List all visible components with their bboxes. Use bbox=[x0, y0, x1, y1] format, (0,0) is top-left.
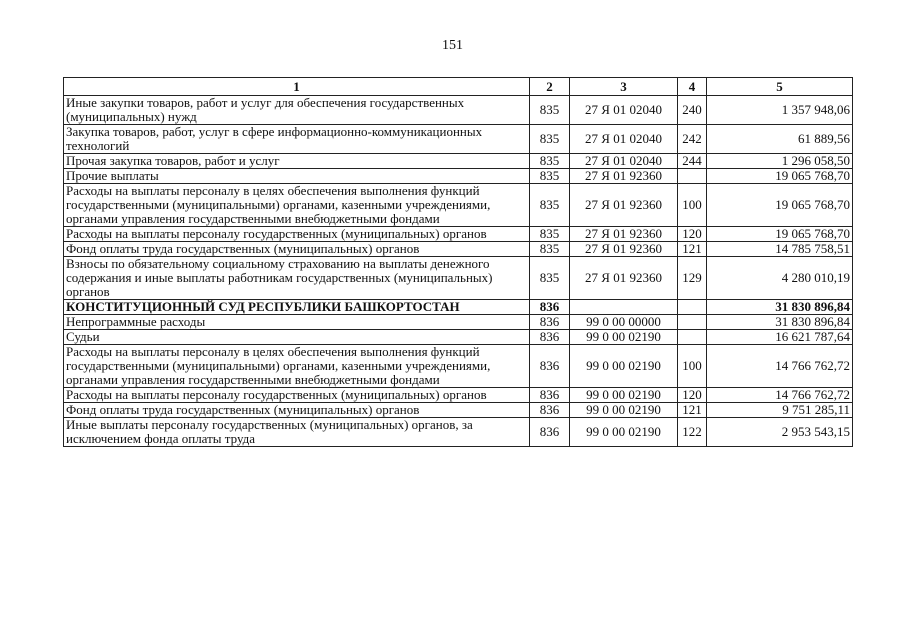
row-code-cell: 835 bbox=[530, 169, 570, 184]
row-name-cell: Иные выплаты персоналу государственных (муниципальных) органов, за исключением фонда оплаты труда bbox=[64, 418, 530, 447]
table-row bbox=[64, 227, 853, 242]
row-name-cell: Расходы на выплаты персоналу государственных (муниципальных) органов bbox=[64, 227, 530, 242]
row-code-cell: 836 bbox=[530, 418, 570, 447]
table-row bbox=[64, 345, 853, 388]
row-target-cell: 27 Я 01 02040 bbox=[570, 125, 678, 154]
row-amount-cell: 14 766 762,72 bbox=[707, 345, 853, 388]
table-row bbox=[64, 403, 853, 418]
budget-table bbox=[63, 77, 853, 447]
row-code-cell: 835 bbox=[530, 257, 570, 300]
row-code-cell: 835 bbox=[530, 125, 570, 154]
row-type-cell bbox=[678, 315, 707, 330]
row-target-cell: 99 0 00 02190 bbox=[570, 330, 678, 345]
row-name-cell: Прочая закупка товаров, работ и услуг bbox=[64, 154, 530, 169]
row-amount-cell: 19 065 768,70 bbox=[707, 184, 853, 227]
row-code-cell: 836 bbox=[530, 403, 570, 418]
row-amount-cell: 31 830 896,84 bbox=[707, 300, 853, 315]
row-target-cell: 99 0 00 02190 bbox=[570, 345, 678, 388]
row-target-cell: 27 Я 01 02040 bbox=[570, 96, 678, 125]
row-type-cell: 100 bbox=[678, 345, 707, 388]
row-amount-cell: 9 751 285,11 bbox=[707, 403, 853, 418]
row-amount-cell: 31 830 896,84 bbox=[707, 315, 853, 330]
header-col-4: 4 bbox=[678, 78, 707, 96]
row-code-cell: 836 bbox=[530, 315, 570, 330]
table-row bbox=[64, 388, 853, 403]
table-row bbox=[64, 242, 853, 257]
row-type-cell: 129 bbox=[678, 257, 707, 300]
row-amount-cell: 19 065 768,70 bbox=[707, 169, 853, 184]
row-amount-cell: 14 766 762,72 bbox=[707, 388, 853, 403]
row-code-cell: 835 bbox=[530, 154, 570, 169]
row-amount-cell: 14 785 758,51 bbox=[707, 242, 853, 257]
table-row bbox=[64, 125, 853, 154]
header-col-2: 2 bbox=[530, 78, 570, 96]
row-name-cell: Закупка товаров, работ, услуг в сфере информационно-коммуникационных технологий bbox=[64, 125, 530, 154]
header-col-1: 1 bbox=[64, 78, 530, 96]
row-target-cell: 27 Я 01 92360 bbox=[570, 184, 678, 227]
row-type-cell: 244 bbox=[678, 154, 707, 169]
row-amount-cell: 4 280 010,19 bbox=[707, 257, 853, 300]
row-target-cell: 99 0 00 00000 bbox=[570, 315, 678, 330]
row-name-cell: КОНСТИТУЦИОННЫЙ СУД РЕСПУБЛИКИ БАШКОРТОСТАН bbox=[64, 300, 530, 315]
row-code-cell: 835 bbox=[530, 96, 570, 125]
row-code-cell: 836 bbox=[530, 388, 570, 403]
row-name-cell: Судьи bbox=[64, 330, 530, 345]
row-type-cell bbox=[678, 169, 707, 184]
row-amount-cell: 19 065 768,70 bbox=[707, 227, 853, 242]
row-target-cell: 99 0 00 02190 bbox=[570, 403, 678, 418]
row-name-cell: Расходы на выплаты персоналу в целях обеспечения выполнения функций государственными (муниципальными) органами, казенными учреждениями, органами управления государственными внебюджетными фондами bbox=[64, 345, 530, 388]
table-row bbox=[64, 300, 853, 315]
row-code-cell: 835 bbox=[530, 242, 570, 257]
row-type-cell: 121 bbox=[678, 242, 707, 257]
row-name-cell: Прочие выплаты bbox=[64, 169, 530, 184]
row-code-cell: 835 bbox=[530, 227, 570, 242]
row-type-cell bbox=[678, 330, 707, 345]
page-number: 151 bbox=[442, 38, 463, 53]
row-name-cell: Фонд оплаты труда государственных (муниципальных) органов bbox=[64, 242, 530, 257]
row-name-cell: Фонд оплаты труда государственных (муниципальных) органов bbox=[64, 403, 530, 418]
row-target-cell: 27 Я 01 92360 bbox=[570, 242, 678, 257]
row-amount-cell: 16 621 787,64 bbox=[707, 330, 853, 345]
row-amount-cell: 61 889,56 bbox=[707, 125, 853, 154]
header-col-3: 3 bbox=[570, 78, 678, 96]
row-target-cell: 27 Я 01 92360 bbox=[570, 227, 678, 242]
header-col-5: 5 bbox=[707, 78, 853, 96]
row-name-cell: Взносы по обязательному социальному страхованию на выплаты денежного содержания и иные выплаты работникам государственных (муниципальных) органов bbox=[64, 257, 530, 300]
row-name-cell: Непрограммные расходы bbox=[64, 315, 530, 330]
row-target-cell: 99 0 00 02190 bbox=[570, 418, 678, 447]
row-target-cell: 27 Я 01 92360 bbox=[570, 257, 678, 300]
table-row bbox=[64, 315, 853, 330]
row-target-cell: 99 0 00 02190 bbox=[570, 388, 678, 403]
row-code-cell: 836 bbox=[530, 300, 570, 315]
row-type-cell: 120 bbox=[678, 388, 707, 403]
row-amount-cell: 1 357 948,06 bbox=[707, 96, 853, 125]
row-code-cell: 835 bbox=[530, 184, 570, 227]
table-row bbox=[64, 257, 853, 300]
row-code-cell: 836 bbox=[530, 345, 570, 388]
row-type-cell: 100 bbox=[678, 184, 707, 227]
row-name-cell: Расходы на выплаты персоналу в целях обеспечения выполнения функций государственными (муниципальными) органами, казенными учреждениями, органами управления государственными внебюджетными фондами bbox=[64, 184, 530, 227]
table-row bbox=[64, 154, 853, 169]
header-row bbox=[64, 78, 853, 96]
table-row bbox=[64, 96, 853, 125]
row-name-cell: Расходы на выплаты персоналу государственных (муниципальных) органов bbox=[64, 388, 530, 403]
table-row bbox=[64, 184, 853, 227]
row-name-cell: Иные закупки товаров, работ и услуг для обеспечения государственных (муниципальных) нужд bbox=[64, 96, 530, 125]
row-type-cell: 120 bbox=[678, 227, 707, 242]
row-target-cell bbox=[570, 300, 678, 315]
row-amount-cell: 2 953 543,15 bbox=[707, 418, 853, 447]
row-type-cell bbox=[678, 300, 707, 315]
row-type-cell: 121 bbox=[678, 403, 707, 418]
row-type-cell: 122 bbox=[678, 418, 707, 447]
row-code-cell: 836 bbox=[530, 330, 570, 345]
row-target-cell: 27 Я 01 02040 bbox=[570, 154, 678, 169]
table-row bbox=[64, 330, 853, 345]
table-row bbox=[64, 418, 853, 447]
row-type-cell: 242 bbox=[678, 125, 707, 154]
row-amount-cell: 1 296 058,50 bbox=[707, 154, 853, 169]
row-target-cell: 27 Я 01 92360 bbox=[570, 169, 678, 184]
row-type-cell: 240 bbox=[678, 96, 707, 125]
table-row bbox=[64, 169, 853, 184]
